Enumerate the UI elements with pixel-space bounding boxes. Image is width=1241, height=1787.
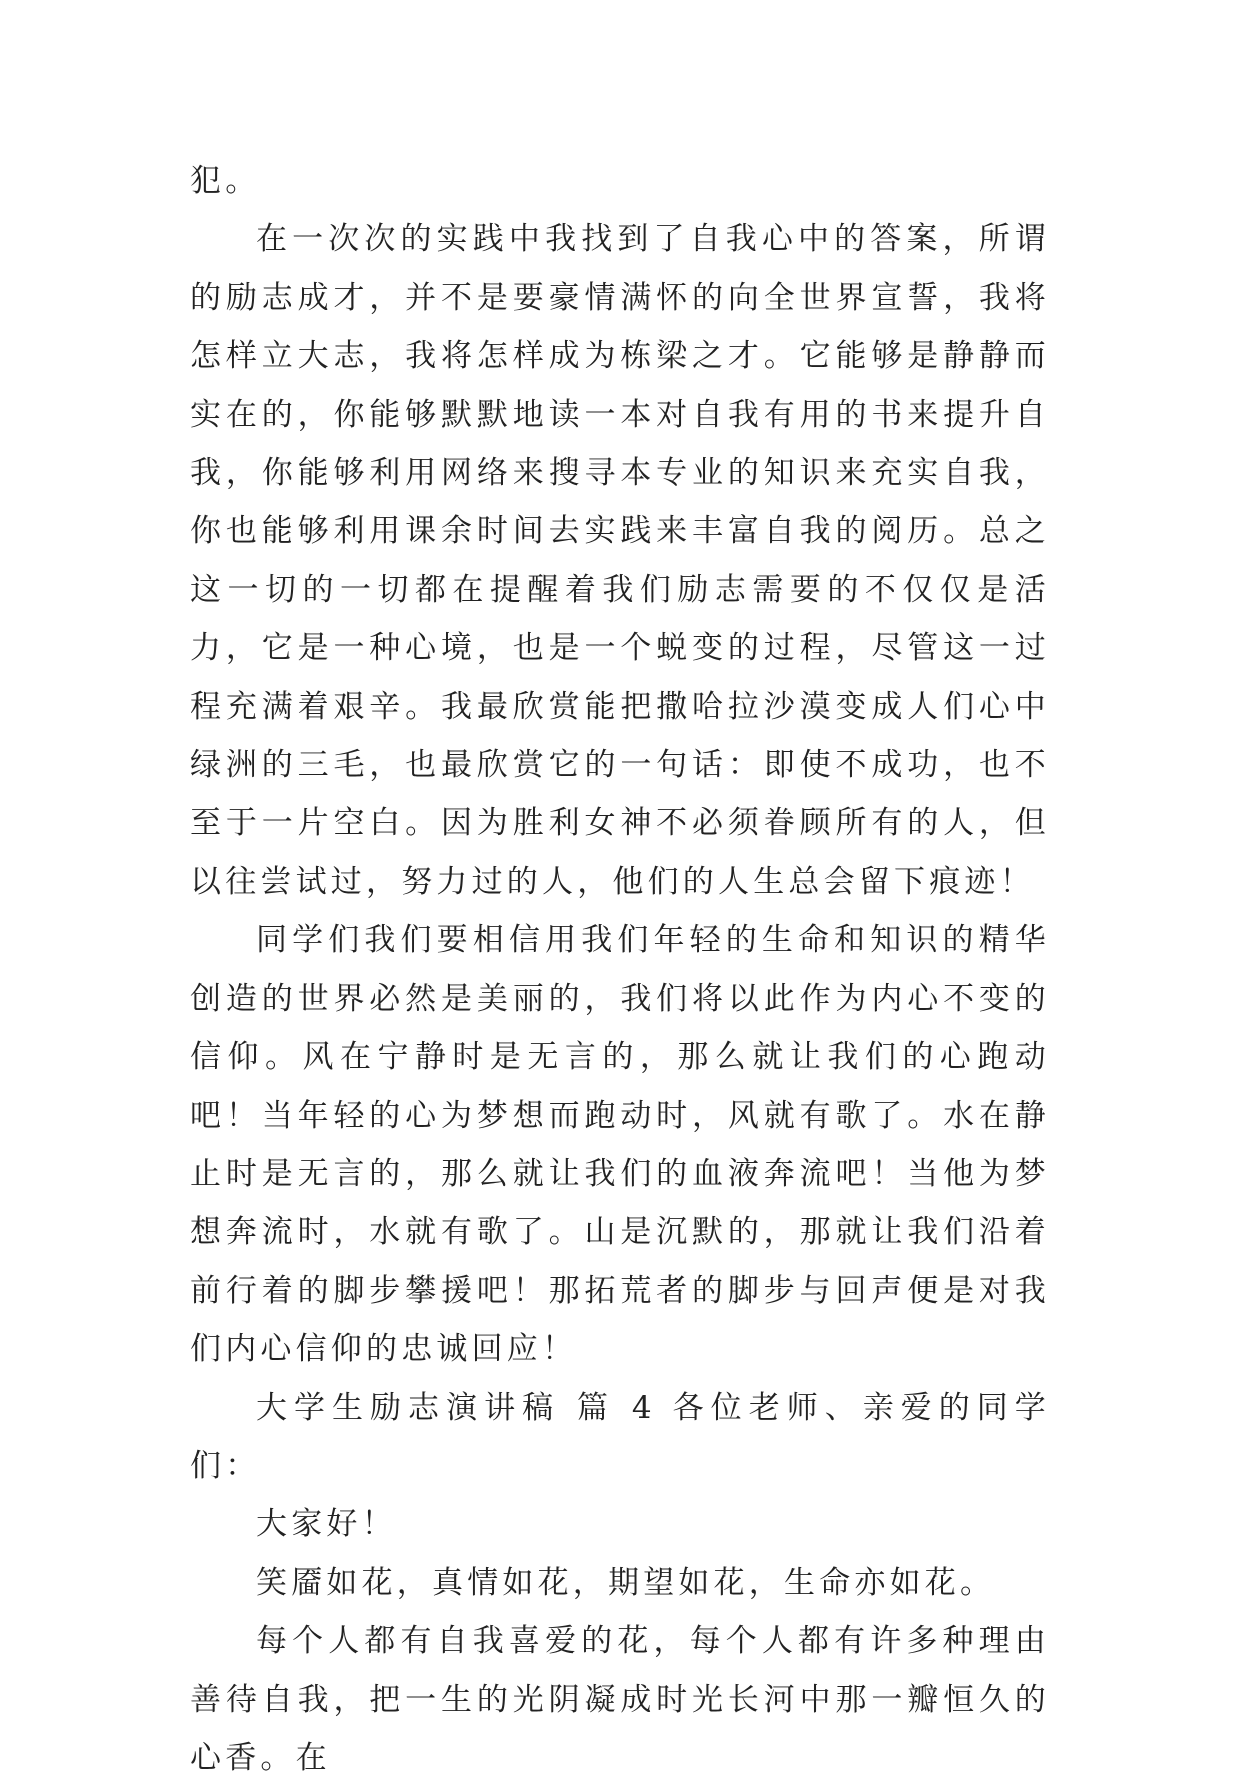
paragraph-section-heading: 大学生励志演讲稿 篇 4 各位老师、亲爱的同学们： bbox=[190, 1389, 1050, 1484]
paragraph-continuation: 犯。 bbox=[190, 163, 261, 199]
paragraph-greeting: 大家好！ bbox=[256, 1506, 397, 1543]
paragraph-flowers: 笑靥如花，真情如花，期望如花，生命亦如花。 bbox=[256, 1564, 996, 1601]
paragraph-favorite-flower: 每个人都有自我喜爱的花，每个人都有许多种理由善待自我，把一生的光阴凝成时光长河中那一瓣恒久的心香。在 bbox=[190, 1623, 1050, 1776]
paragraph-practice-answer: 在一次次的实践中我找到了自我心中的答案，所谓的励志成才，并不是要豪情满怀的向全世界宣誓，我将怎样立大志，我将怎样成为栋梁之才。它能够是静静而实在的，你能够默默地读一本对自我有用的书来提升自我，你能够利用网络来搜寻本专业的知识来充实自我，你也能够利用课余时间去实践来丰富自我的阅历。总之这一切的一切都在提醒着我们励志需要的不仅仅是活力，它是一种心境，也是一个蜕变的过程，尽管这一过程充满着艰辛。我最欣赏能把撒哈拉沙漠变成人们心中绿洲的三毛，也最欣赏它的一句话：即使不成功，也不至于一片空白。因为胜利女神不必须眷顾所有的人，但以往尝试过，努力过的人，他们的人生总会留下痕迹！ bbox=[190, 221, 1050, 900]
document-body bbox=[190, 152, 1050, 1787]
paragraph-belief: 同学们我们要相信用我们年轻的生命和知识的精华创造的世界必然是美丽的，我们将以此作为内心不变的信仰。风在宁静时是无言的，那么就让我们的心跑动吧！当年轻的心为梦想而跑动时，风就有歌了。水在静止时是无言的，那么就让我们的血液奔流吧！当他为梦想奔流时，水就有歌了。山是沉默的，那就让我们沿着前行着的脚步攀援吧！那拓荒者的脚步与回声便是对我们内心信仰的忠诚回应！ bbox=[190, 922, 1050, 1368]
